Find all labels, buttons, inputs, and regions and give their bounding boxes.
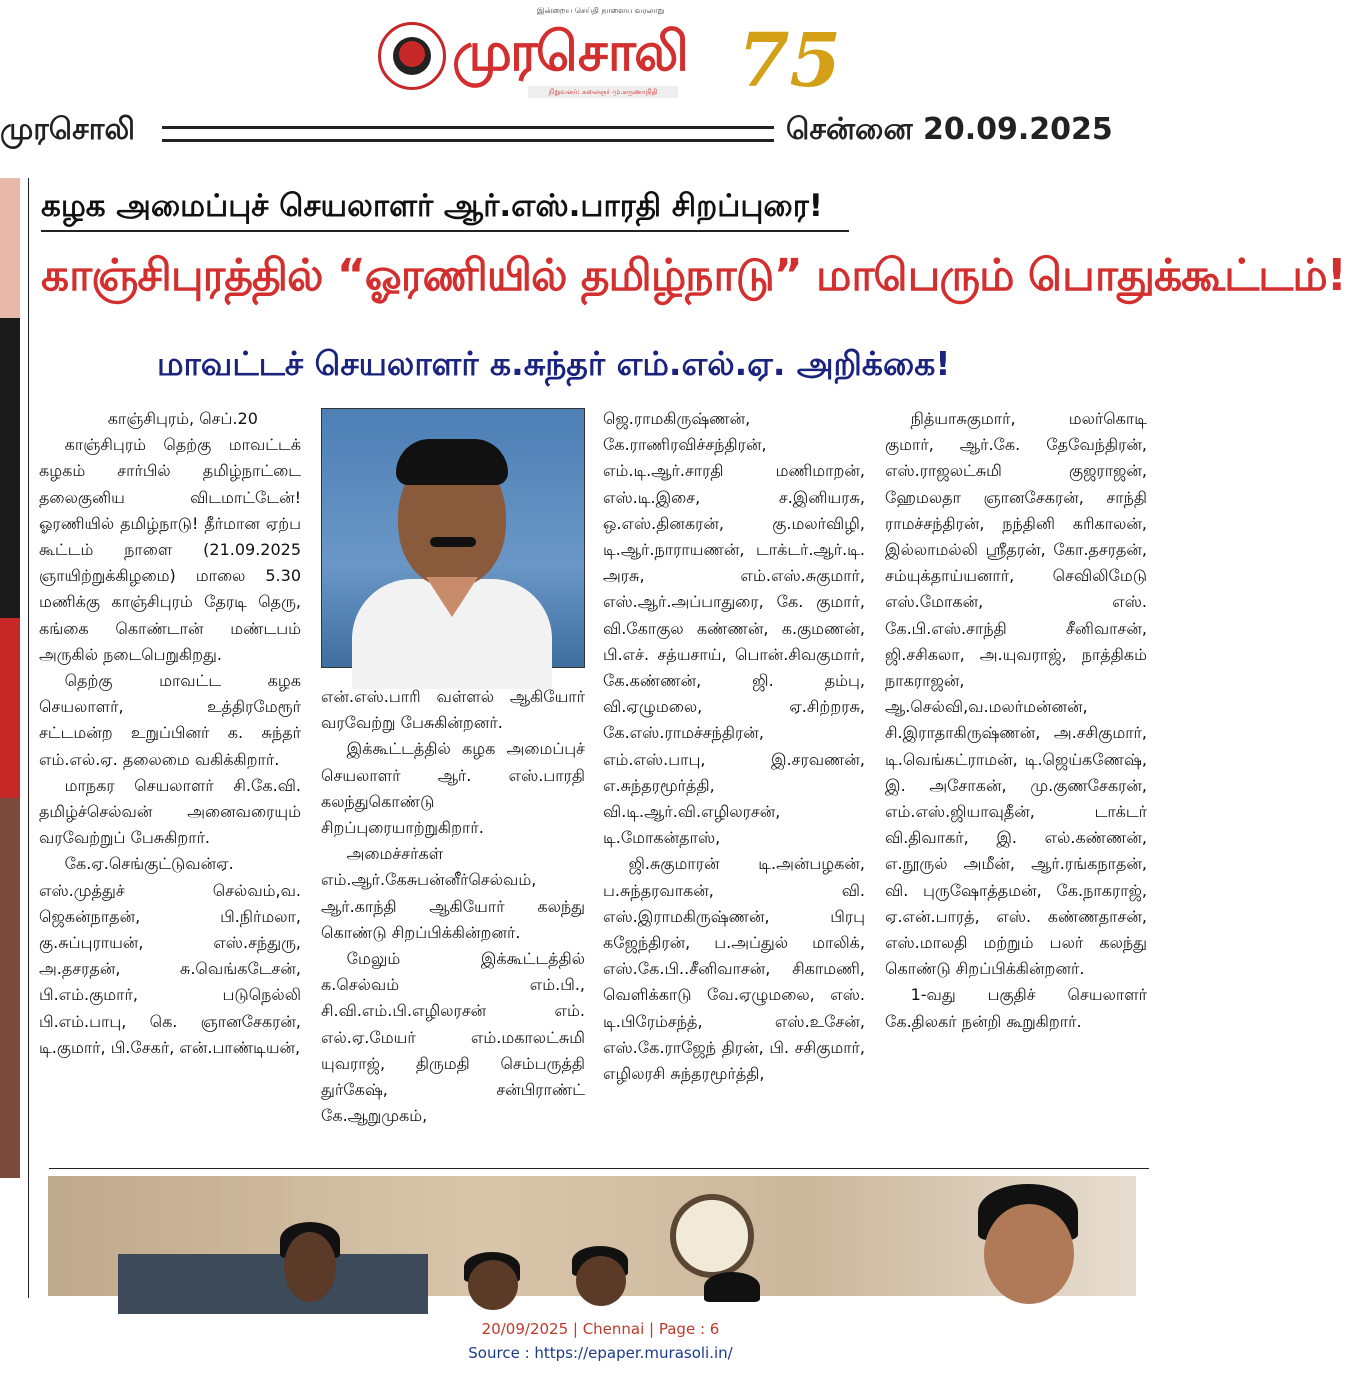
paragraph: 1-வது பகுதிச் செயலாளர் கே.திலகர் நன்றி கூறுகிறார். <box>885 985 1147 1031</box>
paragraph: நித்யாசுகுமார், மலர்கொடி குமார், ஆர்.கே. தேவேந்திரன், எஸ்.ராஜலட்சுமி குஜராஜன், ஹேமலதா ஞானசேகரன், சாந்தி ராமச்சந்திரன், நந்தினி கரிகாலன், இல்லாமல்லி ஸ்ரீதரன், கோ.தசரதன், சம்யுக்தாய்யனார், செவிலிமேடு எஸ்.மோகன், எஸ். கே.பி.எஸ்.சாந்தி சீனிவாசன், ஜி.சசிகலா, அ.யுவராஜ், நாத்திகம் நாகராஜன், ஆ.செல்வி,வ.மலர்மன்னன், சி.இராதாகிருஷ்ணன், அ.சசிகுமார், டி.வெங்கட்ராமன், டி.ஜெய்கணேஷ், இ. அசோகன், மு.குணசேகரன், எம்.எஸ்.ஜியாவுதீன், டாக்டர் வி.திவாகர், இ. எல்.கண்ணன், எ.நூருல் அமீன், ஆர்.ரங்கநாதன், வி. புருஷோத்தமன், கே.நாகராஜ், ஏ.என்.பாரத், எஸ். கண்ணதாசன், எஸ்.மாலதி மற்றும் பலர் கலந்து கொண்டு சிறப்பிக்கின்றனர். <box>885 409 1147 979</box>
wall-clock-icon <box>670 1194 754 1278</box>
edition-paper-name: முரசொலி <box>0 112 135 147</box>
paragraph: தெற்கு மாவட்ட கழக செயலாளர், உத்திரமேரூர் சட்டமன்ற உறுப்பினர் க. சுந்தர் எம்.எல்.ஏ. தலைமை வகிக்கிறார். <box>39 671 301 769</box>
paragraph: ஜி.சுகுமாரன் டி.அன்பழகன், ப.சுந்தரவாகன், வி. எஸ்.இராமகிருஷ்ணன், பிரபு கஜேந்திரன், ப.அப்துல் மாலிக், எஸ்.கே.பி..சீனிவாசன், சிகாமணி, வெளிக்காடு வே.ஏழுமலை, எஸ். டி.பிரேம்சந்த், எஸ்.உசேன், எஸ்.கே.ராஜேந் திரன், பி. சசிகுமார், எழிலரசி சுந்தரமூர்த்தி, <box>603 854 865 1084</box>
paragraph: ஜெ.ராமகிருஷ்ணன், கே.ராணிரவிச்சந்திரன், எம்.டி.ஆர்.சாரதி மணிமாறன், எஸ்.டி.இசை, ச.இனியரசு, ஒ.எஸ்.தினகரன், கு.மலர்விழி, டி.ஆர்.நாராயணன், டாக்டர்.ஆர்.டி. அரசு, எம்.எஸ்.சுகுமார், எஸ்.ஆர்.அப்பாதுரை, கே. குமார், வி.கோகுல கண்ணன், க.குமணன், பி.எச். சத்யசாய், பொன்.சிவகுமார், கே.கண்ணன், ஜி. தம்பு, வி.ஏழுமலை, ஏ.சிற்றரசு, கே.எஸ்.ராமச்சந்திரன், எம்.எஸ்.பாபு, இ.சரவணன், எ.சுந்தரமூர்த்தி, வி.டி.ஆர்.வி.எழிலரசன், டி.மோகன்தாஸ், <box>603 409 865 848</box>
article-kicker: கழக அமைப்புச் செயலாளர் ஆர்.எஸ்.பாரதி சிறப்புரை! <box>41 188 823 224</box>
article-column-4 <box>885 406 1147 1035</box>
article-column-3 <box>603 406 865 1087</box>
footer-date-page: 20/09/2025 | Chennai | Page : 6 <box>481 1320 720 1338</box>
logo-subtitle: நிறுவனர்: கலைஞர் மு.கருணாநிதி <box>528 86 678 98</box>
group-photo <box>48 1176 1136 1296</box>
article-bottom-rule <box>49 1168 1149 1169</box>
news-article <box>28 178 1346 1298</box>
dateline: காஞ்சிபுரம், செப்.20 <box>107 409 258 428</box>
adjacent-article-image <box>0 178 20 1178</box>
newspaper-logo[interactable] <box>378 18 841 104</box>
edition-strip <box>0 112 1201 152</box>
paragraph: அமைச்சர்கள் எம்.ஆர்.கேசுபன்னீர்செல்வம், ஆர்.காந்தி ஆகியோர் கலந்து கொண்டு சிறப்பிக்கின்றனர். <box>321 844 585 942</box>
paragraph: என்.எஸ்.பாரி வள்ளல் ஆகியோர் வரவேற்று பேசுகின்றனர். <box>321 687 585 733</box>
edition-city-date: சென்னை 20.09.2025 <box>786 112 1113 147</box>
anniversary-emblem: 75 <box>738 18 841 104</box>
footer-source-link[interactable]: Source : https://epaper.murasoli.in/ <box>468 1344 733 1362</box>
article-headline: காஞ்சிபுரத்தில் “ஓரணியில் தமிழ்நாடு” மாபெரும் பொதுக்கூட்டம்! <box>41 250 1346 301</box>
portrait-photo <box>321 408 585 668</box>
paragraph: கே.ஏ.செங்குட்டுவன்ஏ. எஸ்.முத்துச் செல்வம்,வ. ஜெகன்நாதன், பி.நிர்மலா, கு.சுப்புராயன், எஸ்.சந்துரு, அ.தசரதன், சு.வெங்கடேசன், பி.எம்.குமார், படுநெல்லி பி.எம்.பாபு, கெ. ஞானசேகரன், டி.குமார், பி.சேகர், என்.பாண்டியன், <box>39 854 301 1057</box>
kicker-underline <box>41 230 849 232</box>
paragraph: மேலும் இக்கூட்டத்தில் க.செல்வம் எம்.பி., சி.வி.எம்.பி.எழிலரசன் எம். எல்.ஏ.மேயர் எம்.மகாலட்சுமி யுவராஜ், திருமதி செம்பருத்தி துர்கேஷ், சன்பிராண்ட் கே.ஆறுமுகம், <box>321 949 585 1126</box>
monitor-wall <box>118 1254 428 1314</box>
masthead-tagline: இன்றைய செய்தி நாளைய வரலாறு <box>536 6 665 15</box>
edition-divider <box>162 126 774 142</box>
article-column-1 <box>39 406 301 1061</box>
party-seal-icon <box>378 22 446 90</box>
paragraph: இக்கூட்டத்தில் கழக அமைப்புச் செயலாளர் ஆர். எஸ்.பாரதி கலந்துகொண்டு சிறப்புரையாற்றுகிறார். <box>321 739 585 838</box>
logo-text: முரசொலி <box>452 20 687 83</box>
paragraph: மாநகர செயலாளர் சி.கே.வி. தமிழ்ச்செல்வன் அனைவரையும் வரவேற்றுப் பேசுகிறார். <box>39 775 301 848</box>
article-column-2 <box>321 684 585 1129</box>
article-subhead: மாவட்டச் செயலாளர் க.சுந்தர் எம்.எல்.ஏ. அறிக்கை! <box>157 344 951 383</box>
paragraph: காஞ்சிபுரம் தெற்கு மாவட்டக் கழகம் சார்பில் தமிழ்நாட்டை தலைகுனிய விடமாட்டேன்! ஓரணியில் தமிழ்நாடு! தீர்மான ஏற்ப கூட்டம் நாளை (21.09.2025 ஞாயிற்றுக்கிழமை) மாலை 5.30 மணிக்கு காஞ்சிபுரம் தேரடி தெரு, கங்கை கொண்டான் மண்டபம் அருகில் நடைபெறுகிறது. <box>39 435 301 664</box>
